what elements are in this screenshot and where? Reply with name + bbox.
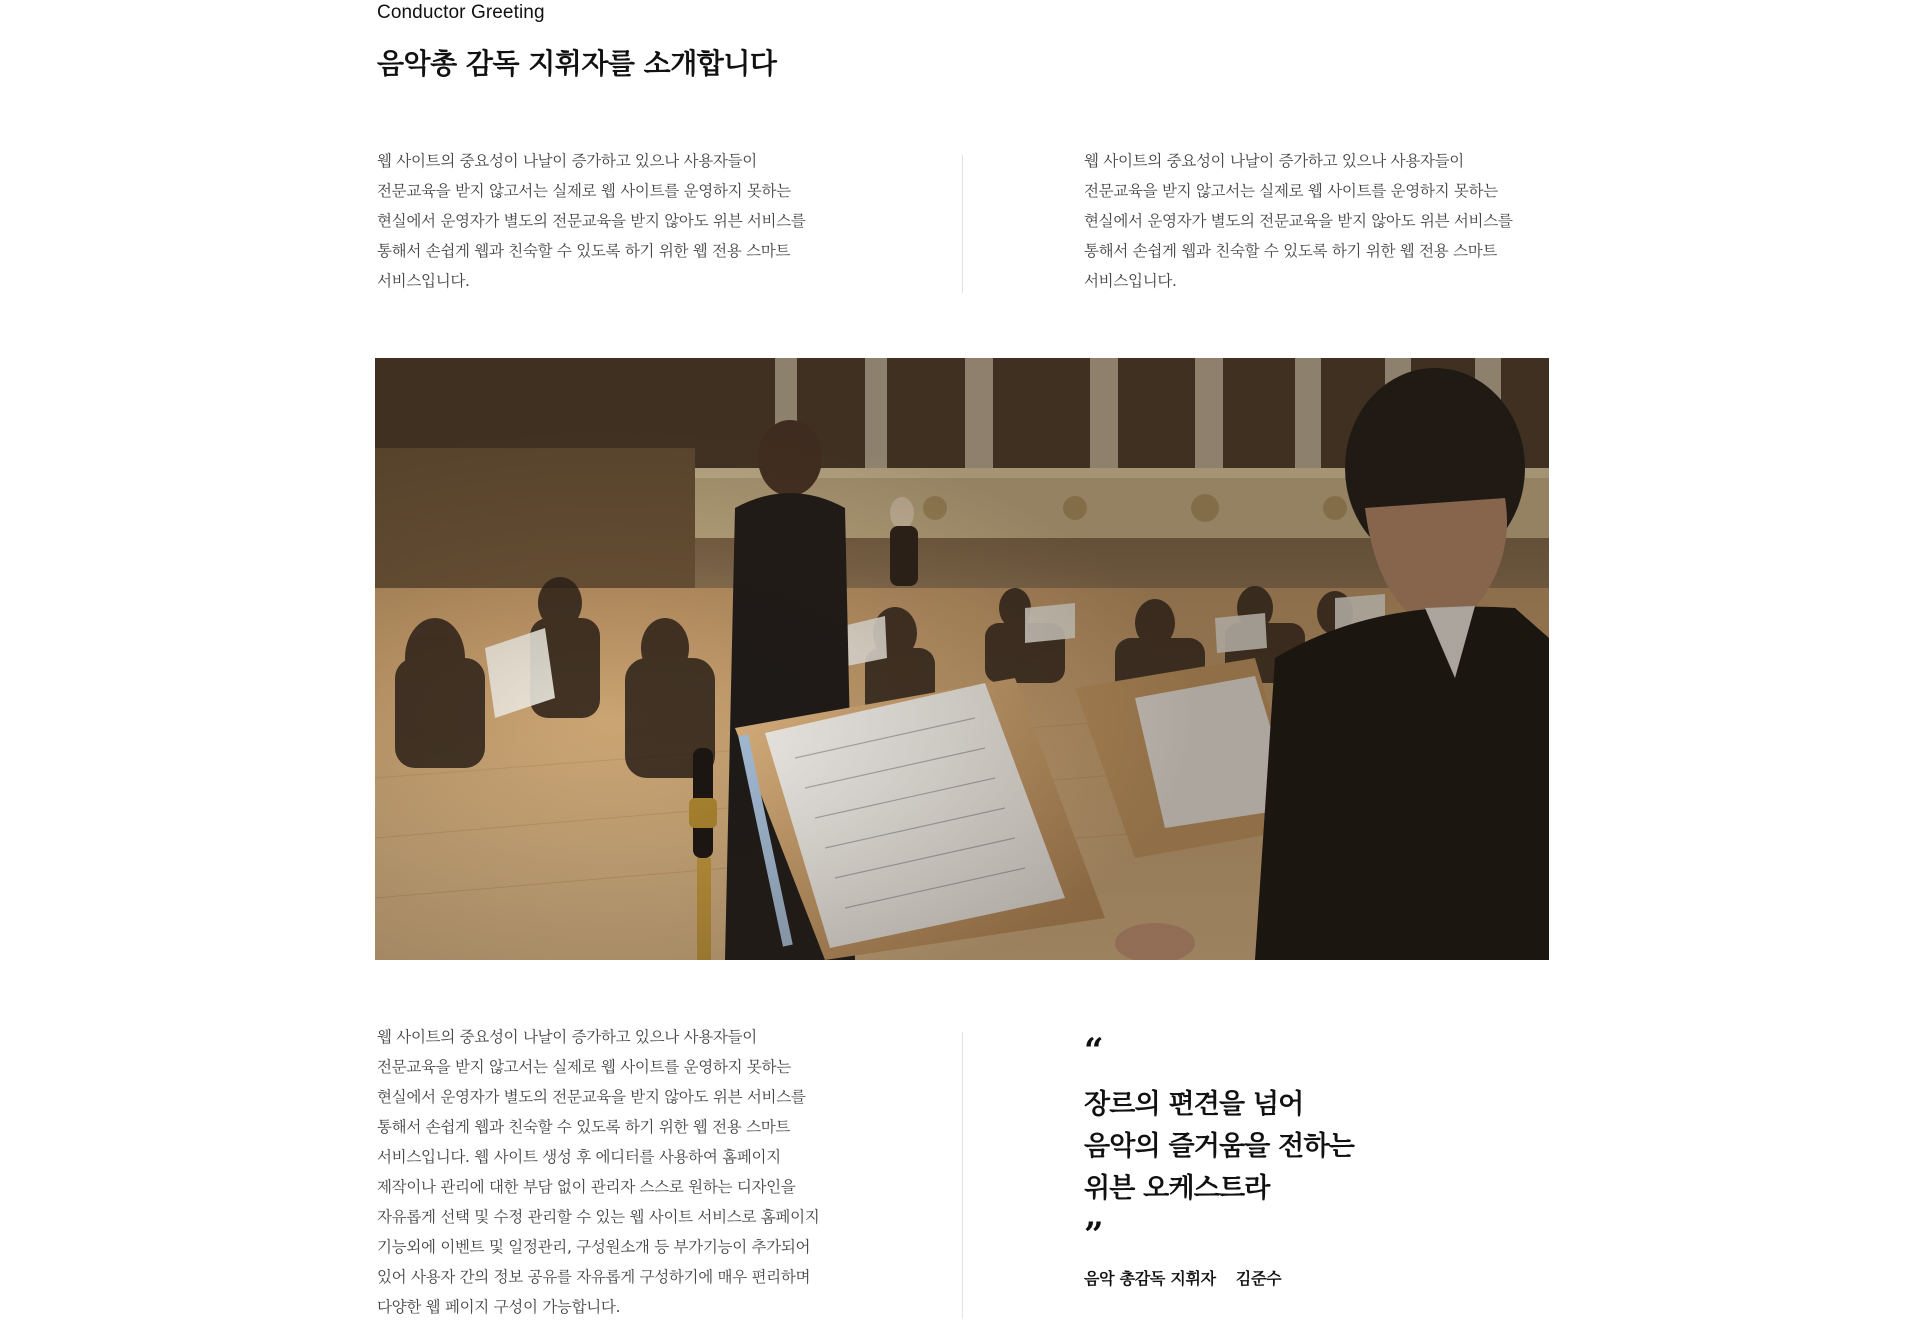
body-paragraph (377, 1022, 857, 1322)
text-line: 있어 사용자 간의 정보 공유를 자유롭게 구성하기에 매우 편리하며 (377, 1268, 811, 1286)
column-divider (962, 155, 963, 293)
text-line: 웹 사이트의 중요성이 나날이 증가하고 있으나 사용자들이 (1084, 152, 1464, 170)
column-divider (962, 1032, 963, 1319)
text-line: 웹 사이트의 중요성이 나날이 증가하고 있으나 사용자들이 (377, 152, 757, 170)
intro-paragraph-right (1084, 146, 1544, 296)
orchestra-photo-illustration (375, 358, 1549, 960)
open-quote-icon: “ (1084, 1031, 1104, 1071)
text-line: 기능외에 이벤트 및 일정관리, 구성원소개 등 부가기능이 추가되어 (377, 1238, 811, 1256)
quote-line: 위븐 오케스트라 (1084, 1173, 1270, 1204)
signature-name: 김준수 (1235, 1269, 1282, 1288)
quote-line: 음악의 즐거움을 전하는 (1084, 1131, 1355, 1162)
text-line: 전문교육을 받지 않고서는 실제로 웹 사이트를 운영하지 못하는 (377, 182, 791, 200)
close-quote-icon: ” (1084, 1215, 1104, 1255)
text-line: 서비스입니다. (377, 272, 470, 290)
text-line: 제작이나 관리에 대한 부담 없이 관리자 스스로 원하는 디자인을 (377, 1178, 796, 1196)
conductor-quote (1084, 1031, 1504, 1289)
text-line: 서비스입니다. (1084, 272, 1177, 290)
text-line: 통해서 손쉽게 웹과 친숙할 수 있도록 하기 위한 웹 전용 스마트 (1084, 242, 1498, 260)
intro-text-left (377, 146, 837, 296)
section-eyebrow: Conductor Greeting (377, 2, 545, 23)
text-line: 전문교육을 받지 않고서는 실제로 웹 사이트를 운영하지 못하는 (377, 1058, 791, 1076)
intro-paragraph-left (377, 146, 837, 296)
text-line: 다양한 웹 페이지 구성이 가능합니다. (377, 1298, 621, 1316)
text-line: 현실에서 운영자가 별도의 전문교육을 받지 않아도 위븐 서비스를 (377, 212, 806, 230)
signature-role: 음악 총감독 지휘자 (1084, 1269, 1216, 1288)
body-text-left (377, 1022, 857, 1322)
section-title: 음악총 감독 지휘자를 소개합니다 (377, 47, 777, 80)
quote-text (1084, 1084, 1504, 1210)
intro-text-right (1084, 146, 1544, 296)
text-line: 현실에서 운영자가 별도의 전문교육을 받지 않아도 위븐 서비스를 (1084, 212, 1513, 230)
text-line: 통해서 손쉽게 웹과 친숙할 수 있도록 하기 위한 웹 전용 스마트 (377, 242, 791, 260)
text-line: 현실에서 운영자가 별도의 전문교육을 받지 않아도 위븐 서비스를 (377, 1088, 806, 1106)
text-line: 서비스입니다. 웹 사이트 생성 후 에디터를 사용하여 홈페이지 (377, 1148, 781, 1166)
text-line: 전문교육을 받지 않고서는 실제로 웹 사이트를 운영하지 못하는 (1084, 182, 1498, 200)
text-line: 웹 사이트의 중요성이 나날이 증가하고 있으나 사용자들이 (377, 1028, 757, 1046)
orchestra-photo (375, 358, 1549, 960)
text-line: 자유롭게 선택 및 수정 관리할 수 있는 웹 사이트 서비스로 홈페이지 (377, 1208, 820, 1226)
text-line: 통해서 손쉽게 웹과 친숙할 수 있도록 하기 위한 웹 전용 스마트 (377, 1118, 791, 1136)
signature (1084, 1266, 1504, 1289)
quote-line: 장르의 편견을 넘어 (1084, 1089, 1304, 1120)
